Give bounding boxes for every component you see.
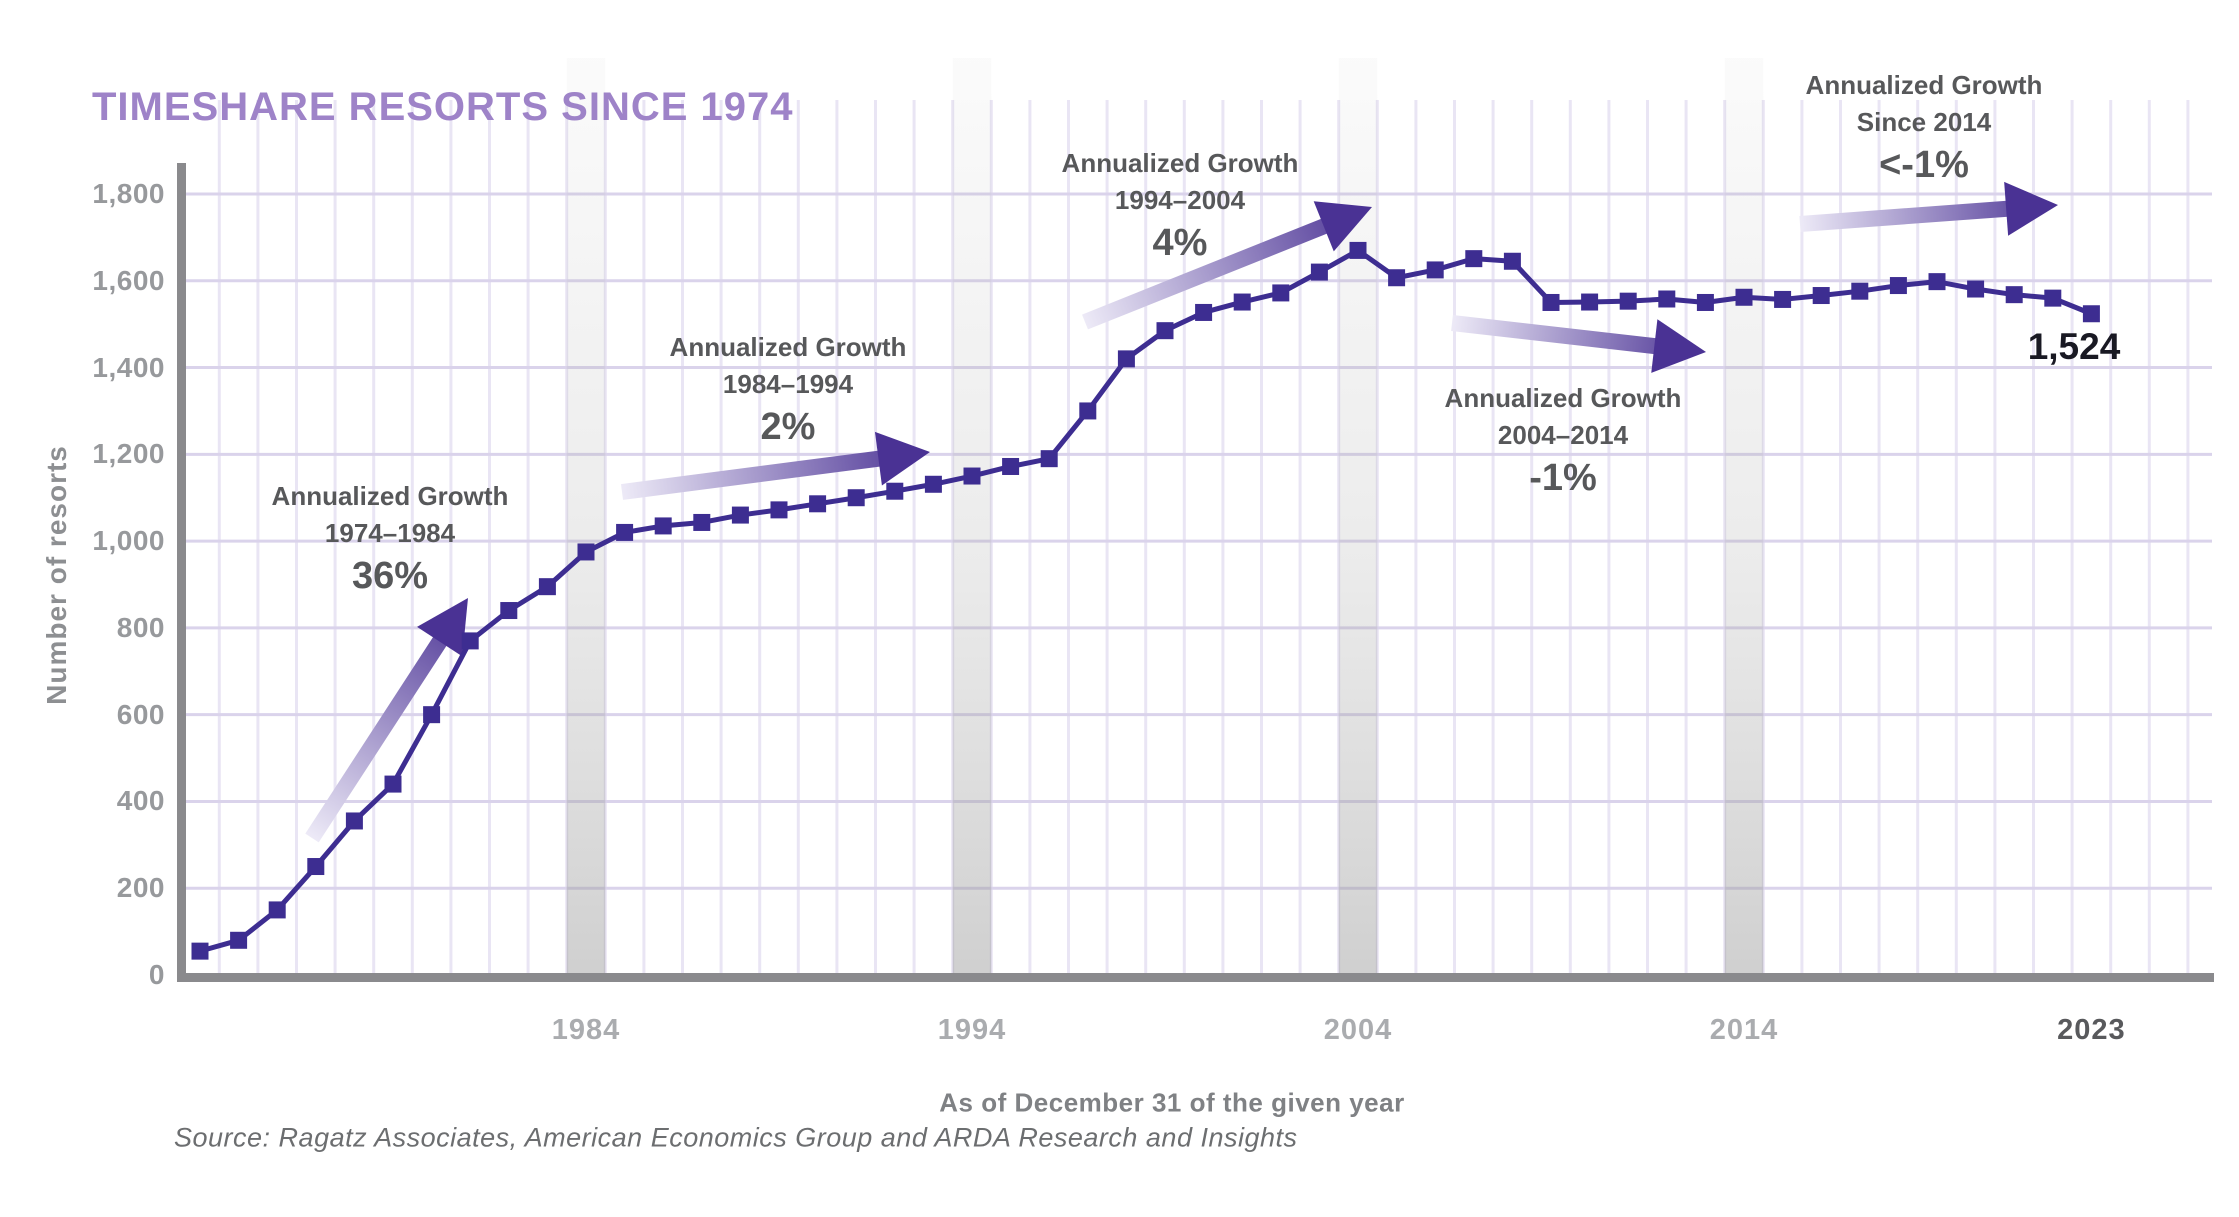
annotation-growth-1974-1984 bbox=[272, 478, 509, 600]
data-point-2020 bbox=[1967, 281, 1984, 298]
data-point-2022 bbox=[2044, 290, 2061, 307]
data-point-2013 bbox=[1697, 294, 1714, 311]
x-tick-label: 2014 bbox=[1709, 1014, 1779, 1046]
data-point-2000 bbox=[1195, 304, 1212, 321]
data-point-1993 bbox=[925, 476, 942, 493]
data-point-2017 bbox=[1851, 283, 1868, 300]
data-point-2004 bbox=[1350, 242, 1367, 259]
growth-arrow-shaft bbox=[1452, 323, 1662, 347]
data-point-1990 bbox=[809, 495, 826, 512]
data-point-1992 bbox=[886, 483, 903, 500]
annotation-rate: 2% bbox=[760, 406, 816, 448]
data-point-1980 bbox=[423, 706, 440, 723]
highlight-band-1994 bbox=[953, 58, 992, 973]
growth-arrow-shaft bbox=[1800, 208, 2014, 224]
source-credit: Source: Ragatz Associates, American Economics Group and ARDA Research and Insights bbox=[174, 1122, 1298, 1153]
annotation-growth-since-2014 bbox=[1806, 67, 2043, 189]
data-point-1984 bbox=[578, 543, 595, 560]
data-point-2003 bbox=[1311, 264, 1328, 281]
annotation-growth-2004-2014 bbox=[1445, 380, 1682, 502]
x-tick-label: 1984 bbox=[551, 1014, 621, 1046]
data-point-1977 bbox=[307, 858, 324, 875]
data-point-1975 bbox=[230, 932, 247, 949]
last-value-label: 1,524 bbox=[2027, 326, 2121, 367]
annotation-period: 1994–2004 bbox=[1114, 185, 1246, 215]
annotation-rate: 36% bbox=[351, 555, 429, 597]
y-tick-label: 800 bbox=[116, 611, 165, 643]
data-point-2008 bbox=[1504, 253, 1521, 270]
data-point-1996 bbox=[1041, 450, 1058, 467]
data-point-2018 bbox=[1890, 277, 1907, 294]
annotation-period: 2004–2014 bbox=[1497, 420, 1629, 450]
data-point-2023 bbox=[2083, 305, 2100, 322]
annotation-label: Annualized Growth bbox=[1444, 383, 1682, 413]
y-axis-line bbox=[177, 163, 186, 982]
data-point-2019 bbox=[1929, 273, 1946, 290]
data-point-2006 bbox=[1427, 261, 1444, 278]
x-tick-label: 1994 bbox=[937, 1014, 1007, 1046]
y-tick-label: 1,800 bbox=[92, 178, 165, 209]
annotation-rate: 4% bbox=[1152, 222, 1208, 264]
data-point-1976 bbox=[269, 901, 286, 918]
data-point-1981 bbox=[462, 632, 479, 649]
y-tick-label: 1,400 bbox=[92, 351, 165, 383]
data-point-1987 bbox=[693, 514, 710, 531]
annotation-rate: -1% bbox=[1529, 457, 1597, 499]
y-tick-label: 1,200 bbox=[92, 438, 165, 470]
data-point-2014 bbox=[1736, 289, 1753, 306]
annotation-label: Annualized Growth bbox=[669, 332, 907, 362]
data-point-1979 bbox=[385, 776, 402, 793]
data-point-2009 bbox=[1543, 294, 1560, 311]
y-tick-label: 400 bbox=[116, 785, 165, 817]
annotation-label: Annualized Growth bbox=[1061, 148, 1299, 178]
annotation-growth-1984-1994 bbox=[670, 329, 907, 451]
data-point-1998 bbox=[1118, 350, 1135, 367]
growth-arrow-shaft bbox=[312, 635, 444, 838]
data-point-1978 bbox=[346, 812, 363, 829]
x-tick-label: 2023 bbox=[2057, 1014, 2126, 1046]
y-tick-label: 600 bbox=[116, 698, 165, 730]
page-title: TIMESHARE RESORTS SINCE 1974 bbox=[92, 85, 794, 129]
data-point-1986 bbox=[655, 517, 672, 534]
data-point-1983 bbox=[539, 578, 556, 595]
annotation-label: Annualized Growth bbox=[1805, 70, 2043, 100]
data-point-2007 bbox=[1465, 250, 1482, 267]
annotation-growth-1994-2004 bbox=[1062, 145, 1299, 267]
highlight-band-2004 bbox=[1339, 58, 1378, 973]
y-tick-label: 200 bbox=[116, 872, 165, 904]
data-point-1994 bbox=[964, 468, 981, 485]
annotation-period: Since 2014 bbox=[1856, 107, 1992, 137]
data-point-2016 bbox=[1813, 287, 1830, 304]
data-point-2001 bbox=[1234, 294, 1251, 311]
data-point-1991 bbox=[848, 489, 865, 506]
annotation-rate: <-1% bbox=[1879, 144, 1969, 186]
y-tick-label: 0 bbox=[148, 959, 165, 990]
data-point-1995 bbox=[1002, 458, 1019, 475]
growth-arrow-shaft bbox=[622, 458, 886, 492]
data-point-2005 bbox=[1388, 269, 1405, 286]
y-axis-title: Number of resorts bbox=[41, 445, 72, 705]
data-point-1999 bbox=[1157, 322, 1174, 339]
data-point-2021 bbox=[2006, 286, 2023, 303]
y-tick-label: 1,000 bbox=[92, 525, 165, 557]
data-point-1989 bbox=[771, 501, 788, 518]
highlight-band-1984 bbox=[567, 58, 606, 973]
growth-arrow-head bbox=[1651, 319, 1706, 373]
data-point-1982 bbox=[500, 602, 517, 619]
y-tick-label: 1,600 bbox=[92, 264, 165, 296]
data-point-1985 bbox=[616, 524, 633, 541]
annotation-label: Annualized Growth bbox=[271, 481, 509, 511]
x-axis-title: As of December 31 of the given year bbox=[939, 1087, 1405, 1118]
annotation-period: 1984–1994 bbox=[722, 369, 854, 399]
growth-arrow-head bbox=[2004, 182, 2058, 236]
data-point-2010 bbox=[1581, 294, 1598, 311]
data-point-1974 bbox=[192, 943, 209, 960]
data-point-1997 bbox=[1079, 402, 1096, 419]
x-tick-label: 2004 bbox=[1323, 1014, 1393, 1046]
data-point-1988 bbox=[732, 507, 749, 524]
highlight-band-2014 bbox=[1725, 58, 1764, 973]
data-point-2002 bbox=[1272, 284, 1289, 301]
data-point-2015 bbox=[1774, 291, 1791, 308]
data-point-2012 bbox=[1658, 291, 1675, 308]
data-point-2011 bbox=[1620, 293, 1637, 310]
annotation-period: 1974–1984 bbox=[324, 518, 456, 548]
x-axis-line bbox=[177, 973, 2214, 982]
